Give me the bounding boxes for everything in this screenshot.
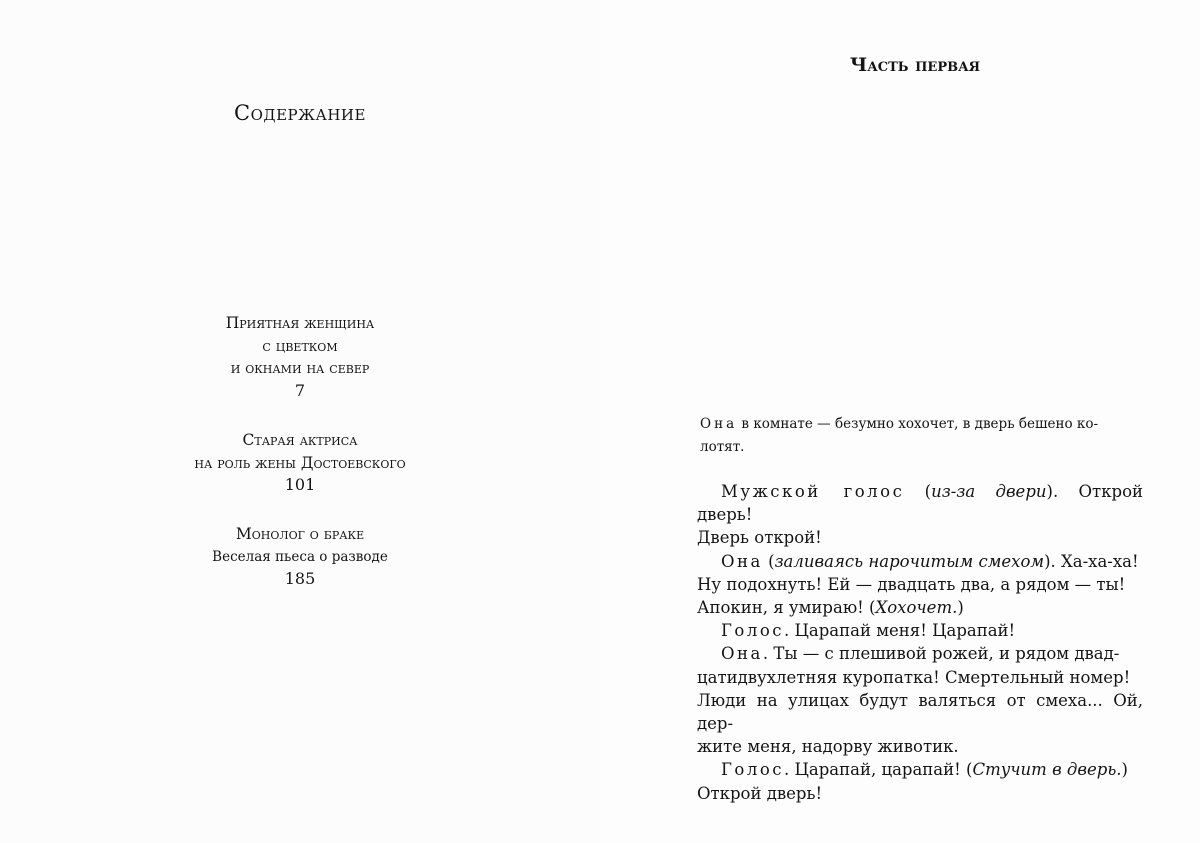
dialogue-text: ). Открой дверь! bbox=[697, 482, 1143, 525]
toc-entry-page-number: 185 bbox=[284, 568, 316, 588]
dialogue-text: . Ты — с плешивой рожей, и рядом двад- bbox=[762, 644, 1120, 664]
dialogue-text: ) bbox=[957, 598, 964, 618]
dialogue-line: Ну подохнуть! Ей — двадцать два, а рядом — ты! bbox=[697, 574, 1126, 594]
stage-remark: заливаясь нарочитым смехом bbox=[774, 551, 1045, 571]
toc-entry-subtitle: Веселая пьеса о разводе bbox=[212, 548, 388, 565]
dialogue-paragraph: Мужской голос (из-за двери). Открой дверь! bbox=[697, 482, 1143, 525]
speaker-name: Мужской голос bbox=[721, 482, 905, 501]
stage-remark: из-за двери bbox=[931, 482, 1047, 501]
dialogue-line: жите меня, надорву животик. bbox=[697, 737, 959, 757]
dialogue-paragraph bbox=[697, 758, 1143, 781]
dialogue-paragraph bbox=[697, 642, 1143, 665]
toc-entry[interactable] bbox=[130, 523, 470, 590]
speaker-name: Она bbox=[721, 551, 763, 571]
toc-entry-title-line: с цветком bbox=[262, 336, 338, 355]
dialogue-paragraph bbox=[697, 619, 1143, 642]
dialogue-line: Дверь открой! bbox=[697, 528, 822, 548]
dialogue-text: . Царапай, царапай! ( bbox=[784, 760, 973, 780]
part-title: Часть первая bbox=[849, 54, 981, 76]
toc-entry-page-number: 101 bbox=[284, 475, 316, 494]
stage-direction-text: в комнате — безумно хохочет, в дверь бешено ко- bbox=[741, 416, 1099, 432]
toc-entry-title-line: Монолог о браке bbox=[235, 525, 365, 543]
dialogue-text: . Царапай меня! Царапай! bbox=[784, 621, 1016, 641]
stage-remark: Хохочет. bbox=[875, 598, 958, 618]
dialogue-line: цатидвухлетняя куропатка! Смертельный номер! bbox=[697, 667, 1131, 687]
toc-entry-title-line: и окнами на север bbox=[230, 359, 370, 377]
toc-entry-title-line: Старая актриса bbox=[242, 431, 358, 449]
speaker-name: Голос bbox=[721, 760, 785, 780]
toc-entry-title-line: на роль жены Достоевского bbox=[194, 453, 406, 472]
dialogue-line: Открой дверь! bbox=[697, 783, 823, 803]
speaker-name: Она bbox=[700, 416, 738, 432]
dialogue-paragraph: Она (заливаясь нарочитым смехом). Ха-ха-ха! bbox=[721, 551, 1139, 571]
toc-entry[interactable] bbox=[130, 429, 470, 497]
dialogue-line: Люди на улицах будут валяться от смеха... Ой, дер- bbox=[697, 690, 1143, 734]
stage-direction-text: лотят. bbox=[700, 439, 745, 455]
play-dialogue bbox=[697, 480, 1143, 805]
toc-entry-title-line: Приятная женщина bbox=[225, 314, 375, 332]
speaker-name: Голос bbox=[721, 621, 785, 641]
toc-entry-page-number: 7 bbox=[294, 380, 306, 400]
dialogue-text: ) bbox=[1121, 760, 1128, 780]
dialogue-text: Апокин, я умираю! ( bbox=[697, 598, 876, 618]
stage-remark: Стучит в дверь. bbox=[972, 760, 1122, 780]
speaker-name: Она bbox=[721, 644, 763, 664]
toc-heading: Содержание bbox=[234, 101, 366, 125]
dialogue-text: ). Ха-ха-ха! bbox=[1044, 551, 1139, 571]
toc-entry[interactable] bbox=[130, 312, 470, 402]
dialogue-line bbox=[697, 596, 1143, 619]
stage-direction bbox=[700, 413, 1138, 459]
